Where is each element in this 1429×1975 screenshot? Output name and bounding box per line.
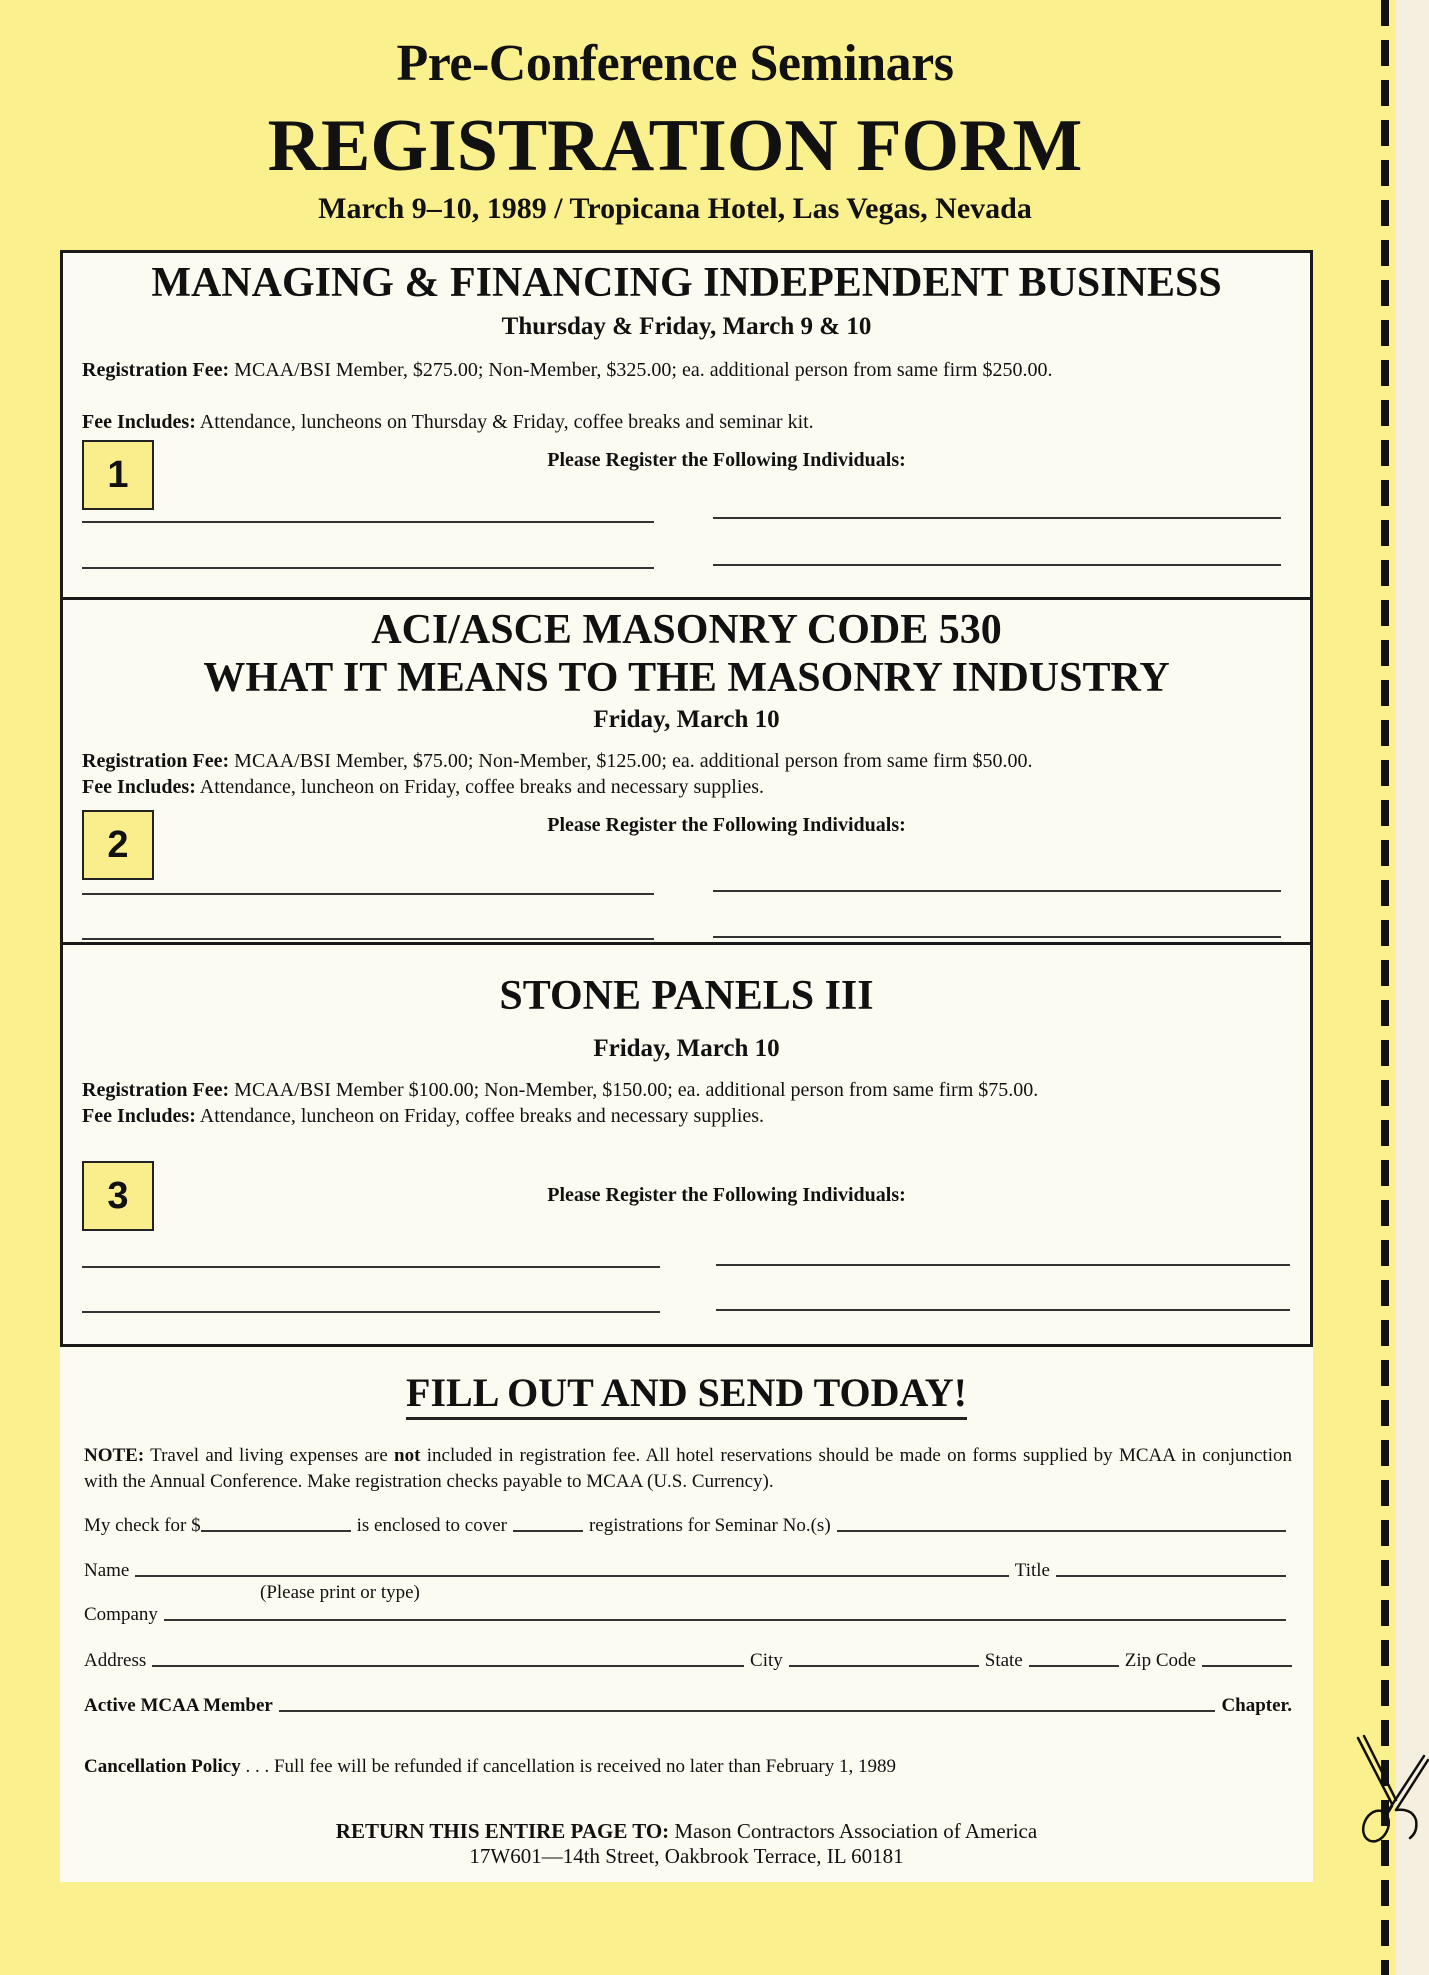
includes-text: Attendance, luncheon on Friday, coffee breaks and necessary supplies. (195, 1105, 765, 1127)
scissors-handle-right (1396, 1810, 1416, 1838)
name-field[interactable] (135, 1575, 1008, 1577)
seminar-1-date: Thursday & Friday, March 9 & 10 (501, 313, 872, 340)
fee-label: Registration Fee: (82, 750, 230, 772)
header-subtitle: Pre-Conference Seminars (396, 35, 954, 92)
city-field[interactable] (789, 1665, 979, 1667)
enclosed-label: is enclosed to cover (356, 1515, 507, 1536)
includes-text: Attendance, luncheon on Friday, coffee breaks and necessary supplies. (195, 776, 765, 798)
registrant-line[interactable] (716, 1264, 1290, 1266)
chapter-field[interactable] (279, 1710, 1216, 1712)
registrant-line[interactable] (713, 936, 1281, 938)
fee-label: Registration Fee: (82, 1079, 230, 1101)
registrant-line[interactable] (713, 517, 1281, 519)
seminar-numbers-label: registrations for Seminar No.(s) (588, 1515, 831, 1536)
registrant-line[interactable] (82, 567, 654, 569)
register-prompt: Please Register the Following Individuals: (547, 814, 906, 836)
seminar-2-title-line-1: ACI/ASCE MASONRY CODE 530 (371, 607, 1002, 653)
chapter-label: Chapter. (1221, 1695, 1292, 1716)
fee-text: MCAA/BSI Member, $75.00; Non-Member, $125.00; ea. additional person from same firm $50.00. (229, 750, 1033, 772)
seminar-number-box: 2 (82, 810, 154, 880)
check-amount-field[interactable] (201, 1530, 351, 1532)
seminar-1-fee (82, 357, 1294, 383)
fee-text: MCAA/BSI Member $100.00; Non-Member, $150.00; ea. additional person from same firm $75.00. (229, 1079, 1039, 1101)
state-field[interactable] (1029, 1665, 1119, 1667)
note-text: included in registration fee. All hotel reservations should be made on forms supplied by MCAA in conjunction with the Annual Conference. Make registration checks payable to MCAA (U.S. Currency). (84, 1445, 1292, 1492)
register-prompt: Please Register the Following Individuals: (547, 1184, 906, 1206)
order-form-section (60, 1347, 1313, 1882)
cancellation-policy (84, 1756, 896, 1778)
scissors-blade-right-edge (1396, 1760, 1428, 1810)
registrant-line[interactable] (716, 1309, 1290, 1311)
address-row (84, 1650, 1292, 1672)
name-row (84, 1560, 1292, 1582)
return-line (60, 1819, 1313, 1844)
seminar-2-fee (82, 748, 1294, 774)
registrant-line[interactable] (713, 564, 1281, 566)
address-label: Address (84, 1650, 147, 1671)
page-title: REGISTRATION FORM (267, 105, 1083, 187)
send-heading (60, 1369, 1313, 1416)
member-label: Active MCAA Member (84, 1695, 273, 1716)
print-note: (Please print or type) (260, 1582, 420, 1603)
name-label: Name (84, 1560, 130, 1581)
scissors-icon (1352, 1728, 1429, 1848)
seminar-3-includes (82, 1103, 1294, 1129)
company-row (84, 1604, 1292, 1626)
event-date-location: March 9–10, 1989 / Tropicana Hotel, Las Vegas, Nevada (318, 192, 1032, 225)
check-row (84, 1515, 1292, 1537)
scissors-blade-left-edge (1364, 1736, 1396, 1800)
seminar-2-date: Friday, March 10 (593, 706, 780, 733)
zip-label: Zip Code (1124, 1650, 1196, 1671)
seminar-1-section (60, 250, 1313, 600)
includes-label: Fee Includes: (82, 776, 196, 798)
state-label: State (984, 1650, 1023, 1671)
registration-count-field[interactable] (513, 1530, 583, 1532)
city-label: City (750, 1650, 783, 1671)
fee-text: MCAA/BSI Member, $275.00; Non-Member, $325.00; ea. additional person from same firm $250.00. (229, 359, 1053, 381)
register-prompt: Please Register the Following Individuals: (547, 449, 906, 471)
seminar-2-section (60, 597, 1313, 945)
seminar-1-title: MANAGING & FINANCING INDEPENDENT BUSINESS (151, 260, 1222, 306)
registrant-line[interactable] (82, 1266, 660, 1268)
page-margin-strip (1396, 0, 1429, 1975)
includes-label: Fee Includes: (82, 1105, 196, 1127)
company-label: Company (84, 1604, 158, 1625)
seminar-number-box: 1 (82, 440, 154, 510)
seminar-3-section (60, 942, 1313, 1347)
zip-field[interactable] (1202, 1665, 1292, 1667)
seminar-3-title: STONE PANELS III (499, 973, 874, 1019)
seminar-3-fee (82, 1077, 1294, 1103)
note-label: NOTE: (84, 1445, 145, 1466)
seminar-numbers-field[interactable] (837, 1530, 1286, 1532)
note-emphasis: not (394, 1445, 421, 1466)
check-amount-label: My check for $ (84, 1515, 201, 1536)
registrant-line[interactable] (82, 1311, 660, 1313)
seminar-3-date: Friday, March 10 (593, 1035, 780, 1062)
address-field[interactable] (152, 1665, 744, 1667)
title-field[interactable] (1056, 1575, 1286, 1577)
note-text: Travel and living expenses are (144, 1445, 395, 1466)
includes-label: Fee Includes: (82, 411, 196, 433)
title-label: Title (1014, 1560, 1050, 1581)
seminar-1-includes (82, 409, 1294, 435)
return-label: RETURN THIS ENTIRE PAGE TO: (335, 1819, 670, 1843)
registrant-line[interactable] (713, 890, 1281, 892)
seminar-2-title (63, 606, 1310, 703)
company-field[interactable] (164, 1619, 1286, 1621)
seminar-2-title-line-2: WHAT IT MEANS TO THE MASONRY INDUSTRY (203, 655, 1170, 702)
note-paragraph (84, 1443, 1292, 1495)
return-address-block (60, 1819, 1313, 1869)
registrant-line[interactable] (82, 893, 654, 895)
return-address: 17W601—14th Street, Oakbrook Terrace, IL 60181 (469, 1844, 904, 1868)
includes-text: Attendance, luncheons on Thursday & Friday, coffee breaks and seminar kit. (195, 411, 814, 433)
dashed-cut-line-icon (1381, 0, 1389, 1975)
seminar-2-includes (82, 774, 1294, 800)
cancel-label: Cancellation Policy (84, 1756, 241, 1777)
cancel-text: . . . Full fee will be refunded if cancellation is received no later than February 1, 1989 (240, 1756, 897, 1777)
member-row (84, 1695, 1292, 1717)
registrant-line[interactable] (82, 938, 654, 940)
scissors-blade-left (1358, 1738, 1392, 1804)
seminar-number-box: 3 (82, 1161, 154, 1231)
registrant-line[interactable] (82, 521, 654, 523)
fee-label: Registration Fee: (82, 359, 230, 381)
scissors-blade-right (1390, 1756, 1424, 1808)
send-heading-text: FILL OUT AND SEND TODAY! (406, 1370, 967, 1420)
return-org: Mason Contractors Association of America (669, 1819, 1038, 1843)
